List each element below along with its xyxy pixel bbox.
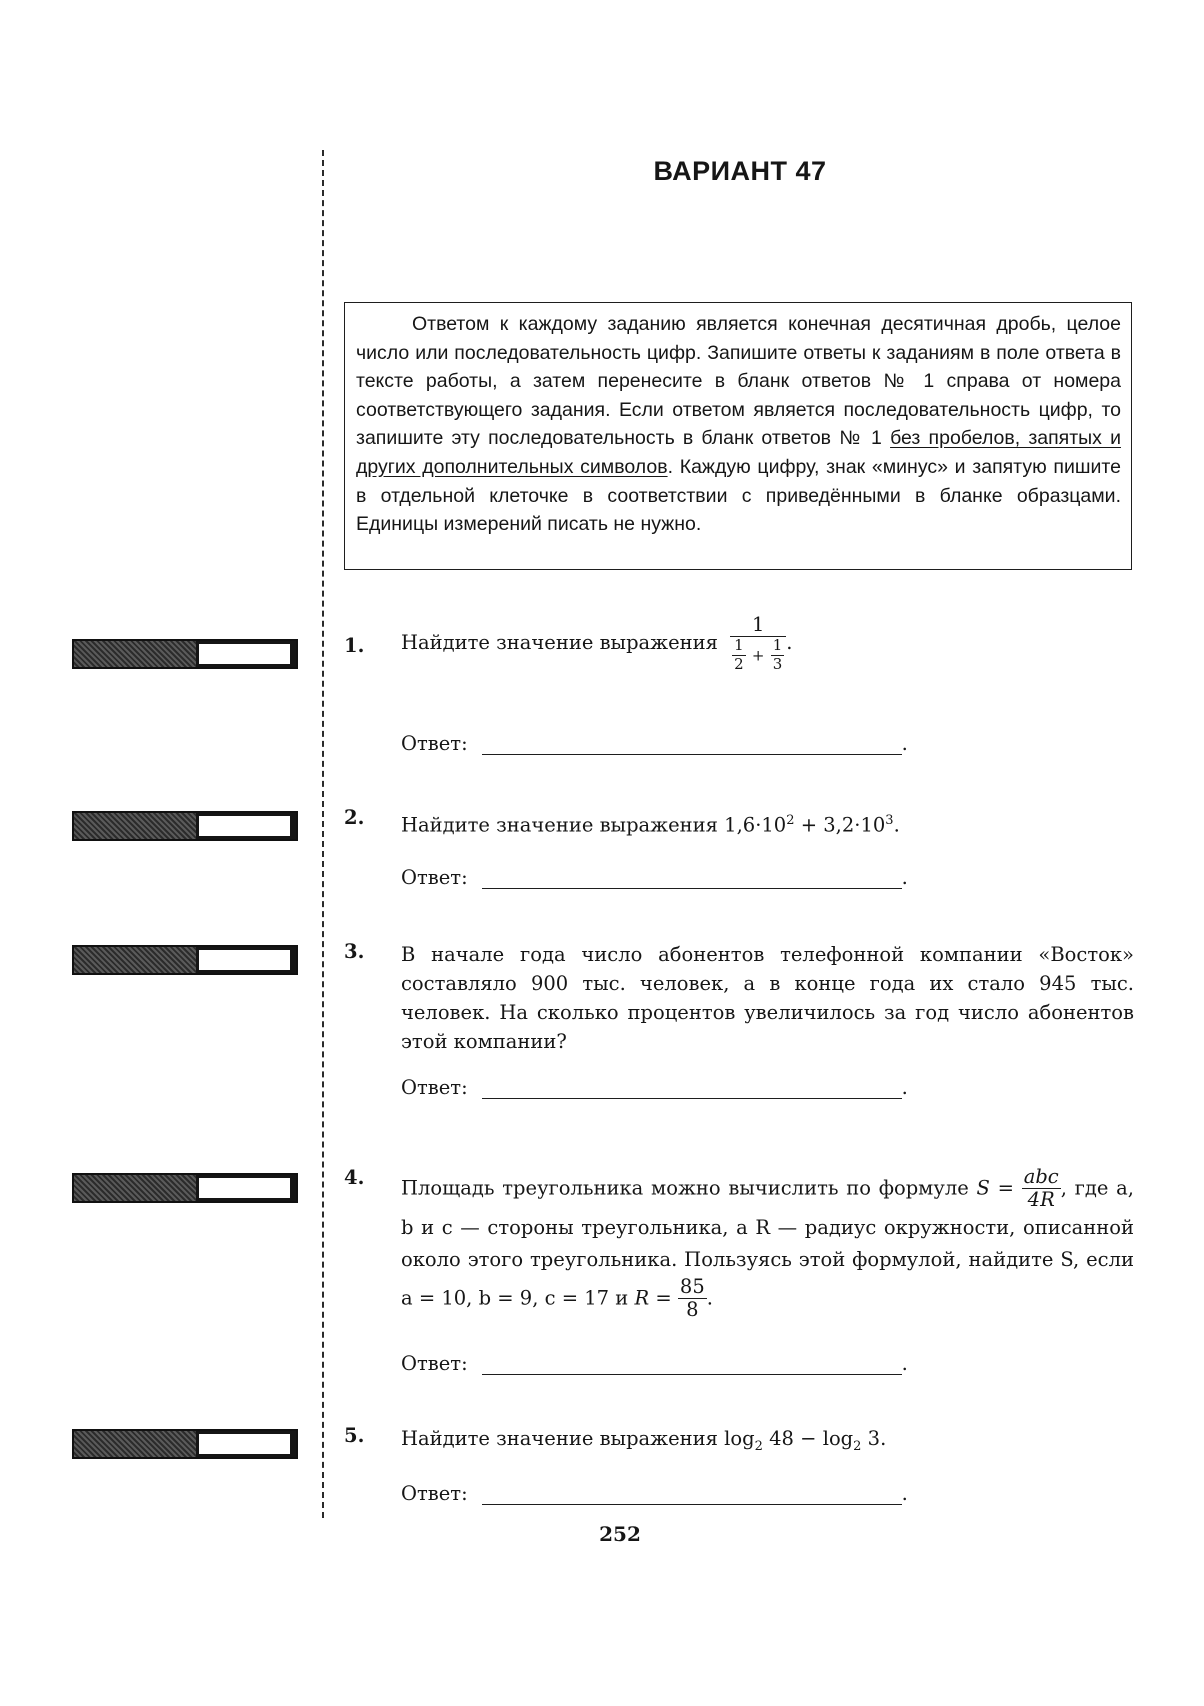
exponent-a: 2 [786,813,795,828]
log-a: log [724,1427,755,1450]
inner-fraction-a [732,637,746,673]
answer-box-cell[interactable] [199,816,290,836]
task-number: 2. [344,806,365,829]
answer-row: Ответ: . [401,1482,908,1505]
plus-sign: + [800,813,818,837]
answer-box-shade [74,641,196,667]
cut-line [322,150,324,1518]
answer-box-shade [74,1431,196,1457]
log-b: log [822,1427,854,1450]
answer-input-line[interactable] [482,1352,902,1375]
radius-lhs: R = [634,1286,672,1310]
answer-box-shade [74,947,196,973]
answer-input-line[interactable] [482,732,902,755]
answer-box-shade [74,1175,196,1201]
inner-denominator-a: 2 [734,654,744,673]
answer-label: Ответ: [401,1352,468,1375]
answer-box-1[interactable] [72,639,298,669]
answer-box-5[interactable] [72,1429,298,1459]
inner-numerator-b: 1 [772,636,783,655]
fraction-denominator [730,637,786,673]
exponent-b: 3 [885,813,894,828]
answer-label: Ответ: [401,866,468,889]
log-base-a: 2 [754,1438,763,1454]
task-number: 4. [344,1166,365,1189]
task-statement: Найдите значение выражения [401,813,718,837]
expr-base: 10 [761,813,787,837]
answer-label: Ответ: [401,732,468,755]
instructions-text: Ответом к каждому заданию является конечная десятичная дробь, целое число или последовательность цифр. Запишите ответы к заданиям в поле ответа в тексте работы, а затем перенесите в бланк ответов № 1 справа от номера соответствующего задания. Если ответом является последовательность цифр, то запишите эту последовательность в бланк ответов № 1 [356,313,1121,450]
fraction-complex [730,614,786,673]
formula-fraction [1022,1166,1061,1212]
period: . [706,1286,713,1310]
period: . [880,1427,887,1450]
answer-box-4[interactable] [72,1173,298,1203]
task-statement: Найдите значение выражения [401,630,718,654]
log-arg-b: 3 [867,1427,881,1450]
log-arg-a: 48 [769,1427,794,1450]
task-text [401,1424,1134,1461]
radius-denominator: 8 [686,1298,699,1322]
answer-box-cell[interactable] [199,950,290,970]
fraction-numerator: 1 [730,614,786,637]
multiply-dot: · [755,813,762,837]
task-text [401,614,1134,673]
variant-title: ВАРИАНТ 47 [653,156,827,186]
plus-sign: + [751,646,765,665]
answer-label: Ответ: [401,1482,468,1505]
inner-fraction-b [771,637,785,673]
answer-box-cell[interactable] [199,644,290,664]
answer-input-line[interactable] [482,1076,902,1099]
formula-denominator: 4R [1027,1188,1055,1212]
formula-lhs: S = [976,1176,1014,1200]
task-text [401,1166,1134,1322]
answer-input-line[interactable] [482,866,902,889]
radius-fraction [678,1276,707,1322]
expr-term-b: 3,2 [823,813,855,837]
task-number: 3. [344,940,365,963]
formula-numerator: abc [1023,1165,1059,1188]
task-number: 5. [344,1424,365,1447]
answer-row: Ответ: . [401,732,908,755]
answer-box-2[interactable] [72,811,298,841]
answer-row: Ответ: . [401,1076,908,1099]
instructions-underlined: без пробелов, запятых и других дополнительных символов [356,427,1121,478]
minus-sign: − [800,1427,817,1450]
multiply-dot: · [854,813,861,837]
answer-label: Ответ: [401,1076,468,1099]
period: . [786,630,793,654]
inner-denominator-b: 3 [772,654,783,673]
answer-box-shade [74,813,196,839]
page-number: 252 [599,1522,641,1546]
expr-term-a: 1,6 [724,813,756,837]
task-statement: Найдите значение выражения [401,1427,718,1450]
instructions-box [344,302,1132,570]
answer-row: Ответ: . [401,866,908,889]
task-text: В начале года число абонентов телефонной компании «Восток» составляло 900 тыс. человек, а в конце года их стало 945 тыс. человек. На сколько процентов увеличилось за год число абонентов этой компании? [401,943,1134,1053]
instructions-text-end: . Каждую цифру, знак «минус» и запятую пишите в отдельной клеточке в соответствии с приведёнными в бланке образцами. Единицы измерений писать не нужно. [356,455,1121,536]
answer-box-3[interactable] [72,945,298,975]
expr-base: 10 [860,813,886,837]
answer-input-line[interactable] [482,1482,902,1505]
answer-box-cell[interactable] [199,1434,290,1454]
log-base-b: 2 [853,1438,862,1454]
period: . [893,813,900,837]
task-number: 1. [344,634,365,657]
answer-row: Ответ: . [401,1352,908,1375]
answer-box-cell[interactable] [199,1178,290,1198]
task-statement: Площадь треугольника можно вычислить по формуле [401,1176,969,1200]
task-text [401,806,1134,840]
radius-numerator: 85 [679,1274,705,1298]
inner-numerator-a: 1 [734,636,744,655]
task-statement-cont: , где a, b и c — стороны треугольника, a R — радиус окружности, описанной около этого треугольника. Пользуясь этой формулой, найдите S, если a = 10, b = 9, c = 17 и [401,1176,1135,1310]
